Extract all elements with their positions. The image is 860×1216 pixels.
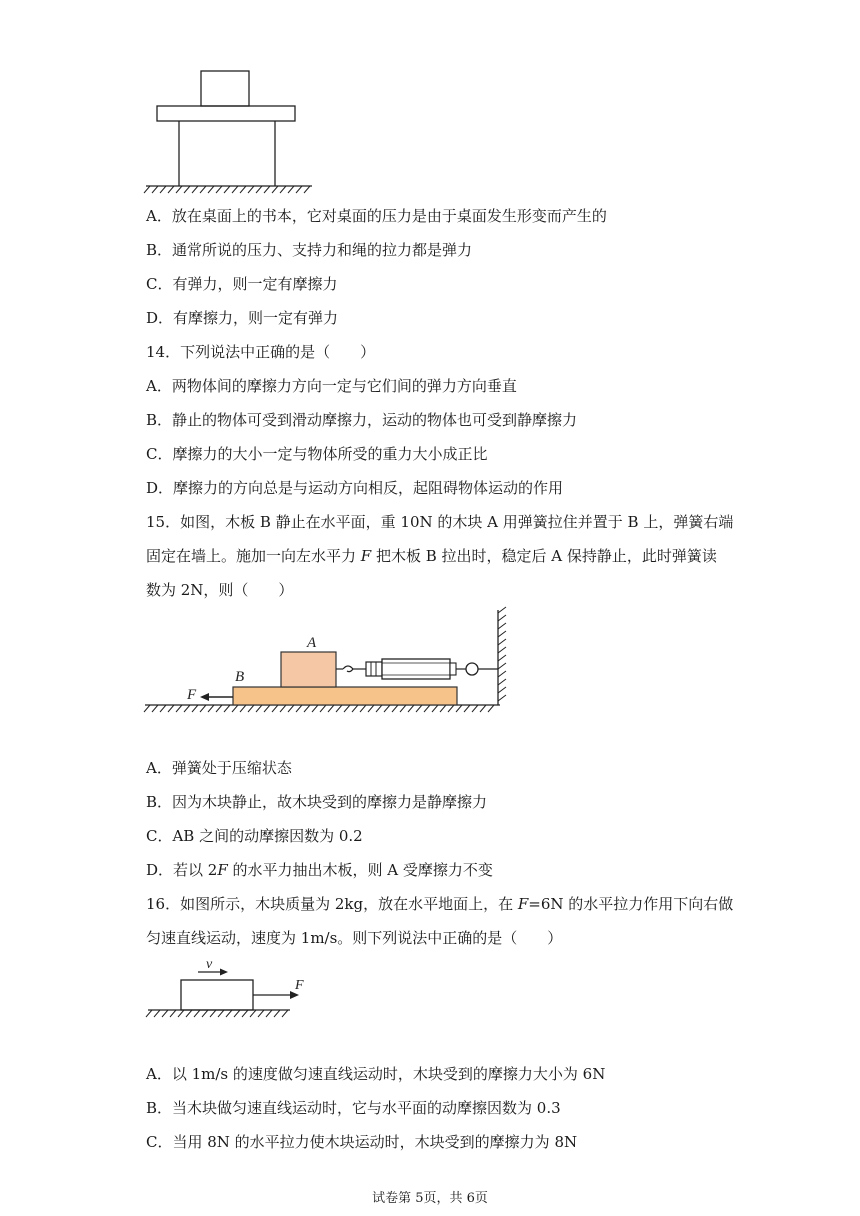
spring-scale bbox=[336, 659, 498, 679]
q16-stem-line1 bbox=[146, 894, 733, 914]
force-arrow bbox=[253, 991, 299, 999]
ground-hatch bbox=[144, 186, 312, 193]
q15-stem-line2 bbox=[146, 546, 717, 566]
q16-stem-line1-part1: 16．如图所示，木块质量为 2kg，放在水平地面上，在 bbox=[146, 895, 518, 913]
label-f: F bbox=[187, 687, 197, 703]
q15-option-b: B．因为木块静止，故木块受到的摩擦力是静摩擦力 bbox=[146, 793, 488, 811]
force-arrow bbox=[200, 693, 233, 701]
velocity-arrow bbox=[198, 969, 228, 976]
block bbox=[181, 980, 253, 1010]
q16-stem-line2: 匀速直线运动，速度为 1m/s。则下列说法中正确的是（ ） bbox=[146, 929, 563, 947]
q15-option-c: C．AB 之间的动摩擦因数为 0.2 bbox=[146, 827, 363, 845]
q14-option-c: C．摩擦力的大小一定与物体所受的重力大小成正比 bbox=[146, 445, 488, 463]
q14-stem: 14．下列说法中正确的是（ ） bbox=[146, 343, 376, 361]
q16-option-b: B．当木块做匀速直线运动时，它与水平面的动摩擦因数为 0.3 bbox=[146, 1099, 561, 1117]
label-a: A bbox=[307, 635, 317, 651]
ground-hatch bbox=[144, 705, 500, 712]
q15-option-d-var: F bbox=[217, 861, 228, 879]
q14-option-d: D．摩擦力的方向总是与运动方向相反，起阻碍物体运动的作用 bbox=[146, 479, 564, 497]
q15-option-d-part2: 的水平力抽出木板，则 A 受摩擦力不变 bbox=[227, 861, 493, 879]
board-b bbox=[233, 687, 457, 705]
q16-stem-force-var: F bbox=[517, 895, 529, 913]
q13-option-c: C．有弹力，则一定有摩擦力 bbox=[146, 275, 338, 293]
q16-option-c: C．当用 8N 的水平拉力使木块运动时，木块受到的摩擦力为 8N bbox=[146, 1133, 578, 1151]
q15-stem-line2-part2: 把木板 B 拉出时，稳定后 A 保持静止，此时弹簧读 bbox=[371, 547, 717, 565]
q16-stem-line1-part2: =6N 的水平拉力作用下向右做 bbox=[528, 895, 734, 913]
block-velocity-figure bbox=[140, 955, 320, 1025]
label-b: B bbox=[235, 669, 245, 685]
book bbox=[201, 71, 249, 106]
q13-option-b: B．通常所说的压力、支持力和绳的拉力都是弹力 bbox=[146, 241, 473, 259]
q15-stem-force-var: F bbox=[360, 547, 372, 565]
q14-option-b: B．静止的物体可受到滑动摩擦力，运动的物体也可受到静摩擦力 bbox=[146, 411, 578, 429]
q15-option-a: A．弹簧处于压缩状态 bbox=[146, 759, 292, 777]
ground-hatch bbox=[146, 1010, 290, 1017]
spring-block-board-figure bbox=[140, 605, 520, 720]
q15-stem-line2-part1: 固定在墙上。施加一向左水平力 bbox=[146, 547, 361, 565]
table-top bbox=[157, 106, 295, 121]
label-v: v bbox=[206, 957, 213, 972]
q15-stem-line3: 数为 2N，则（ ） bbox=[146, 581, 294, 599]
q15-option-d bbox=[146, 860, 493, 880]
page-footer: 试卷第 5页，共 6页 bbox=[372, 1191, 488, 1206]
q13-option-a: A．放在桌面上的书本，它对桌面的压力是由于桌面发生形变而产生的 bbox=[146, 207, 607, 225]
wall-hatch bbox=[498, 607, 506, 701]
q15-option-d-part1: D．若以 2 bbox=[146, 861, 218, 879]
block-a bbox=[281, 652, 336, 687]
q14-option-a: A．两物体间的摩擦力方向一定与它们间的弹力方向垂直 bbox=[146, 377, 517, 395]
q13-option-d: D．有摩擦力，则一定有弹力 bbox=[146, 309, 339, 327]
q16-option-a: A．以 1m/s 的速度做匀速直线运动时，木块受到的摩擦力大小为 6N bbox=[146, 1065, 606, 1083]
q15-stem-line1: 15．如图，木板 B 静止在水平面，重 10N 的木块 A 用弹簧拉住并置于 B 上，弹簧右端 bbox=[146, 513, 734, 531]
label-f: F bbox=[295, 978, 304, 993]
table-book-figure bbox=[140, 66, 320, 196]
